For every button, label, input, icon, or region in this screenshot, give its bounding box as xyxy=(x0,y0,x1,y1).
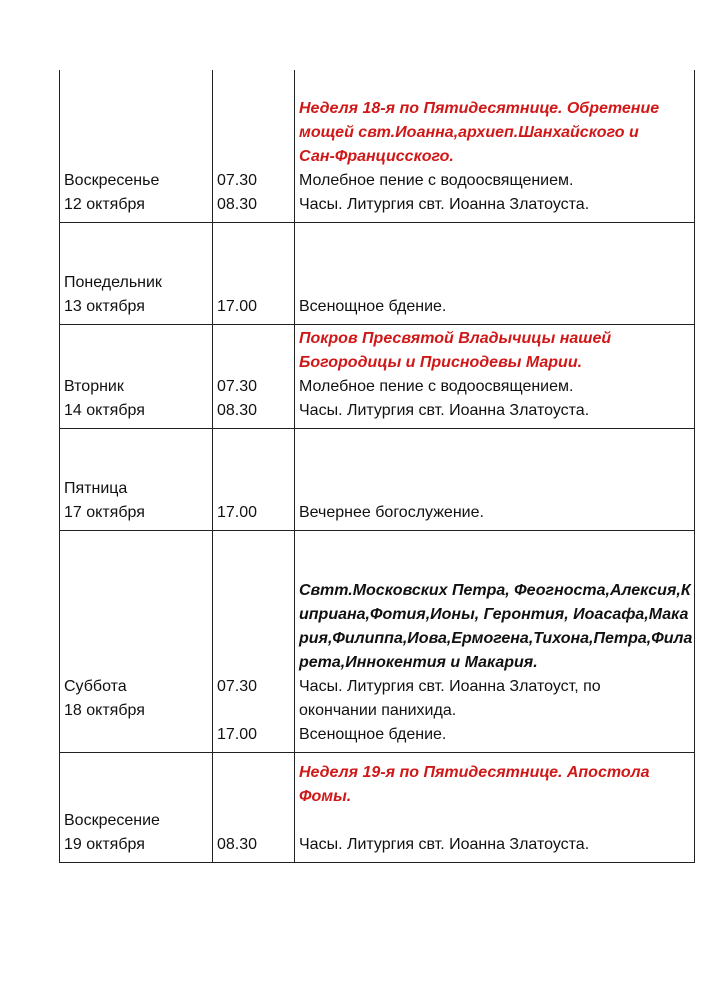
time-cell xyxy=(213,428,295,530)
date-label: 13 октября xyxy=(64,297,145,315)
day-cell xyxy=(60,70,213,222)
day-label: Вторник xyxy=(64,377,124,395)
table-row xyxy=(60,222,695,324)
day-label: Пятница xyxy=(64,479,128,497)
service-label: Часы. Литургия свт. Иоанна Златоуста. xyxy=(299,401,590,419)
date-label: 17 октября xyxy=(64,503,145,521)
time-cell xyxy=(213,222,295,324)
time-cell xyxy=(213,70,295,222)
date-label: 18 октября xyxy=(64,701,145,719)
feast-title: Покров Пресвятой Владычицы нашей xyxy=(299,329,612,347)
service-cell xyxy=(295,222,695,324)
service-label: Всенощное бдение. xyxy=(299,725,447,743)
spacer xyxy=(217,699,294,723)
day-cell xyxy=(60,222,213,324)
service-label: Часы. Литургия свт. Иоанна Златоуста. xyxy=(299,835,590,853)
time-label: 07.30 xyxy=(217,677,258,695)
day-label: Воскресение xyxy=(64,811,160,829)
service-cell xyxy=(295,70,695,222)
time-label: 07.30 xyxy=(217,377,258,395)
day-label: Суббота xyxy=(64,677,127,695)
date-label: 12 октября xyxy=(64,195,145,213)
service-label: Вечернее богослужение. xyxy=(299,503,484,521)
schedule-table xyxy=(59,70,695,863)
service-label: Часы. Литургия свт. Иоанна Златоуст, по xyxy=(299,677,601,695)
day-cell xyxy=(60,530,213,752)
table-row xyxy=(60,530,695,752)
feast-title: Неделя 18-я по Пятидесятнице. Обретение xyxy=(299,99,660,117)
date-label: 14 октября xyxy=(64,401,145,419)
time-cell xyxy=(213,530,295,752)
date-label: 19 октября xyxy=(64,835,145,853)
service-label: Часы. Литургия свт. Иоанна Златоуста. xyxy=(299,195,590,213)
day-cell xyxy=(60,752,213,862)
service-label: Всенощное бдение. xyxy=(299,297,447,315)
service-label: Молебное пение с водоосвящением. xyxy=(299,377,574,395)
feast-title: мощей свт.Иоанна,архиеп.Шанхайского и xyxy=(299,123,639,141)
day-label: Понедельник xyxy=(64,273,162,291)
table-row xyxy=(60,752,695,862)
feast-title: Фомы. xyxy=(299,787,352,805)
service-cell xyxy=(295,752,695,862)
feast-title: Богородицы и Приснодевы Марии. xyxy=(299,353,583,371)
time-label: 17.00 xyxy=(217,725,258,743)
time-cell xyxy=(213,324,295,428)
service-label: Молебное пение с водоосвящением. xyxy=(299,171,574,189)
time-label: 08.30 xyxy=(217,401,258,419)
spacer xyxy=(299,809,694,833)
day-label: Воскресенье xyxy=(64,171,160,189)
time-label: 17.00 xyxy=(217,503,258,521)
saints-commemoration: Свтт.Московских Петра, Феогноста,Алексия,Киприана,Фотия,Ионы, Геронтия, Иоасафа,Макария,Филиппа,Иова,Ермогена,Тихона,Петра,Филарета,Иннокентия и Макария. xyxy=(299,581,693,671)
day-cell xyxy=(60,428,213,530)
feast-title: Сан-Францисского. xyxy=(299,147,454,165)
time-label: 17.00 xyxy=(217,297,258,315)
time-label: 08.30 xyxy=(217,835,258,853)
time-cell xyxy=(213,752,295,862)
table-row xyxy=(60,70,695,222)
service-cell xyxy=(295,324,695,428)
service-cell xyxy=(295,530,695,752)
day-cell xyxy=(60,324,213,428)
table-row xyxy=(60,428,695,530)
table-row xyxy=(60,324,695,428)
time-label: 08.30 xyxy=(217,195,258,213)
service-label: окончании панихида. xyxy=(299,701,457,719)
service-cell xyxy=(295,428,695,530)
feast-title: Неделя 19-я по Пятидесятнице. Апостола xyxy=(299,763,650,781)
time-label: 07.30 xyxy=(217,171,258,189)
